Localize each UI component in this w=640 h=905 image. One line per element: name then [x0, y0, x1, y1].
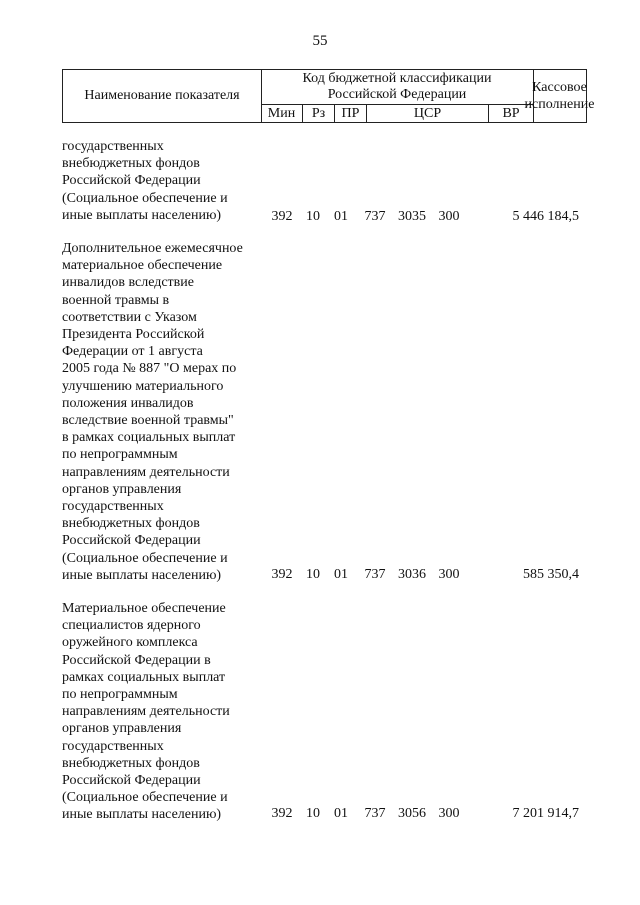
column-header-name: Наименование показателя: [63, 70, 262, 122]
row-name-line: инвалидов вследствие: [62, 275, 194, 291]
row-name-line: внебюджетных фондов: [62, 516, 200, 532]
row-name-line: иные выплаты населению): [62, 207, 222, 223]
cell-min: 392: [271, 806, 293, 821]
cell-pr: 01: [334, 806, 348, 821]
subheader-rz: Рз: [303, 105, 335, 122]
cell-rz: 10: [306, 209, 320, 224]
row-name-line: Дополнительное ежемесячное: [62, 241, 243, 256]
column-header-budget-code: [261, 70, 534, 122]
row-name-line: соответствии с Указом: [62, 309, 197, 325]
row-name-line: (Социальное обеспечение и: [62, 550, 228, 566]
cell-amount: 585 350,4: [523, 567, 579, 582]
row-name-line: специалистов ядерного: [62, 618, 201, 634]
row-name-line: Российской Федерации: [62, 533, 201, 549]
cell-vr: 300: [438, 806, 460, 821]
row-name-line: (Социальное обеспечение и: [62, 190, 228, 206]
row-name-line: Федерации от 1 августа: [62, 344, 203, 360]
row-codes: [62, 806, 587, 824]
row-name-line: вследствие военной травмы": [62, 413, 234, 429]
page-number: 55: [312, 33, 328, 49]
cell-min: 392: [271, 209, 293, 224]
row-name-line: Президента Российской: [62, 327, 205, 343]
row-name-line: оружейного комплекса: [62, 635, 198, 651]
cell-amount: 7 201 914,7: [512, 806, 579, 821]
cash-header-line2: исполнение: [524, 97, 595, 112]
row-name-line: 2005 года № 887 "О мерах по: [62, 361, 237, 377]
budget-code-title: [261, 70, 533, 105]
row-name-line: (Социальное обеспечение и: [62, 790, 228, 806]
cell-csr-b: 3035: [398, 209, 426, 224]
cell-csr-a: 737: [364, 209, 386, 224]
row-name-line: государственных: [62, 738, 164, 754]
row-name: [62, 600, 262, 824]
subheader-pr: ПР: [335, 105, 367, 122]
row-name-line: государственных: [62, 499, 164, 515]
row-name-line: материальное обеспечение: [62, 258, 223, 274]
subheader-min: Мин: [261, 105, 303, 122]
row-name-line: иные выплаты населению): [62, 567, 222, 583]
row-codes: [62, 567, 587, 585]
cell-vr: 300: [438, 209, 460, 224]
cell-pr: 01: [334, 567, 348, 582]
budget-code-title-line2: Российской Федерации: [327, 87, 467, 102]
row-name-line: Материальное обеспечение: [62, 601, 226, 616]
row-name-line: иные выплаты населению): [62, 807, 222, 823]
row-name-line: в рамках социальных выплат: [62, 430, 236, 446]
cell-pr: 01: [334, 209, 348, 224]
row-name: [62, 240, 262, 584]
row-name-line: положения инвалидов: [62, 395, 194, 411]
row-name-line: органов управления: [62, 721, 182, 737]
cell-csr-a: 737: [364, 567, 386, 582]
row-name-line: Российской Федерации: [62, 173, 201, 189]
row-name-line: Российской Федерации в: [62, 652, 211, 668]
subheader-csr: ЦСР: [367, 105, 489, 122]
row-name-line: рамках социальных выплат: [62, 669, 226, 685]
row-name-line: направлениям деятельности: [62, 704, 230, 720]
row-name-line: внебюджетных фондов: [62, 156, 200, 172]
row-name-line: военной травмы в: [62, 292, 170, 308]
cell-rz: 10: [306, 806, 320, 821]
table-header: [62, 69, 595, 123]
budget-code-title-line1: Код бюджетной классификации: [302, 71, 492, 86]
cell-csr-b: 3056: [398, 806, 426, 821]
cell-min: 392: [271, 567, 293, 582]
cell-vr: 300: [438, 567, 460, 582]
row-name-line: направлениям деятельности: [62, 464, 230, 480]
row-name-line: по непрограммным: [62, 687, 178, 703]
row-name-line: улучшению материального: [62, 378, 224, 394]
cell-amount: 5 446 184,5: [512, 209, 579, 224]
cell-rz: 10: [306, 567, 320, 582]
cash-header-line1: Кассовое: [532, 80, 587, 95]
column-header-cash: [524, 70, 595, 122]
subheader-vr: ВР: [502, 106, 520, 121]
row-name-line: внебюджетных фондов: [62, 755, 200, 771]
row-name-line: Российской Федерации: [62, 773, 201, 789]
cell-csr-b: 3036: [398, 567, 426, 582]
cell-csr-a: 737: [364, 806, 386, 821]
row-name-line: по непрограммным: [62, 447, 178, 463]
row-codes: [62, 209, 587, 227]
row-name-line: органов управления: [62, 481, 182, 497]
row-name-line: государственных: [62, 139, 164, 154]
budget-code-subheaders: [261, 105, 533, 122]
